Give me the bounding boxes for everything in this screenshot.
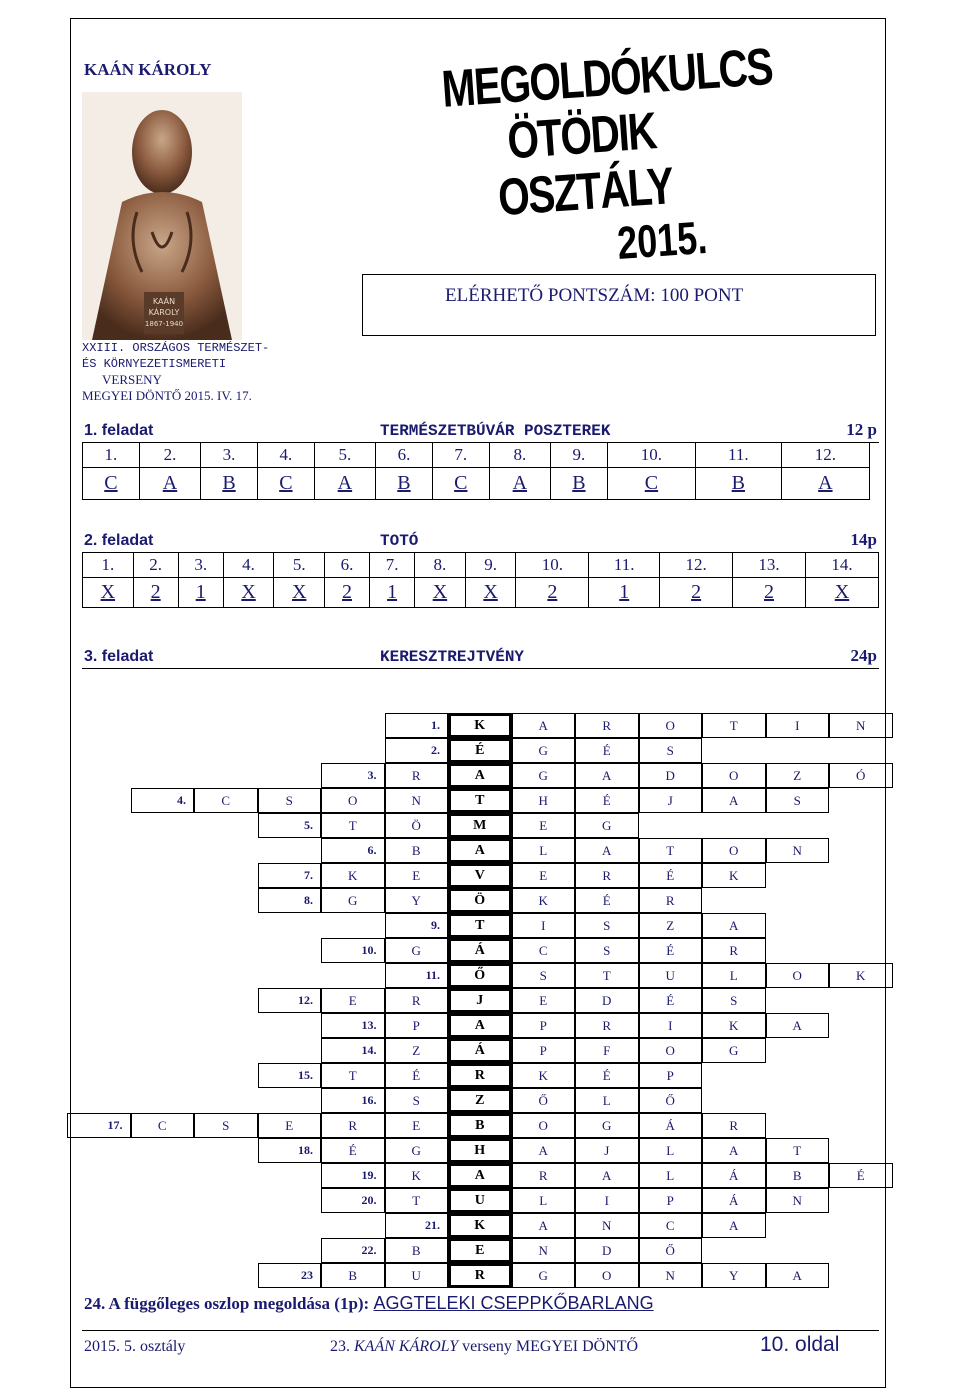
crossword-letter-cell: D bbox=[639, 763, 703, 788]
task2-answer-cell: 2 bbox=[516, 577, 589, 607]
task2-number: 2. feladat bbox=[84, 532, 154, 549]
crossword-number-box bbox=[258, 1263, 322, 1288]
crossword-row-number: 23 bbox=[301, 1268, 313, 1282]
task2-answer-cell: X bbox=[223, 577, 274, 607]
crossword-key-cell: A bbox=[448, 1013, 512, 1038]
crossword-key-cell: É bbox=[448, 738, 512, 763]
crossword-letter-cell: K bbox=[702, 1013, 766, 1038]
crossword-letter-cell: Ö bbox=[385, 813, 449, 838]
crossword-key-cell: M bbox=[448, 813, 512, 838]
crossword-letter-cell: A bbox=[702, 788, 766, 813]
crossword-letter-cell: É bbox=[575, 888, 639, 913]
crossword-letter-cell: G bbox=[512, 763, 576, 788]
crossword-letter-cell: R bbox=[575, 1013, 639, 1038]
crossword-number-box bbox=[321, 938, 385, 963]
crossword-letter-cell: K bbox=[385, 1163, 449, 1188]
crossword-letter-cell: E bbox=[385, 1113, 449, 1138]
task1-answer-cell: A bbox=[489, 467, 550, 499]
title-line-3: 2015. bbox=[615, 210, 709, 270]
competition-line-3: VERSENY bbox=[102, 372, 162, 387]
crossword-key-cell: U bbox=[448, 1188, 512, 1213]
crossword-letter-cell: Y bbox=[385, 888, 449, 913]
crossword-letter-cell: B bbox=[321, 1263, 385, 1288]
crossword-letter-cell: A bbox=[702, 913, 766, 938]
task2-number-cell: 13. bbox=[733, 553, 806, 577]
crossword-key-cell: T bbox=[448, 788, 512, 813]
crossword-row-number: 8. bbox=[304, 893, 313, 907]
crossword-letter-cell: G bbox=[385, 1138, 449, 1163]
task1-number-cell: 1. bbox=[83, 443, 140, 467]
task1-answer-cell: C bbox=[257, 467, 314, 499]
footer-divider bbox=[82, 1330, 879, 1331]
crossword-number-box bbox=[321, 1238, 385, 1263]
crossword-letter-cell: Á bbox=[639, 1113, 703, 1138]
footer-center-suffix: verseny MEGYEI DÖNTŐ bbox=[462, 1338, 639, 1355]
crossword-letter-cell: N bbox=[829, 713, 893, 738]
crossword-letter-cell: O bbox=[766, 963, 830, 988]
crossword-row-number: 18. bbox=[298, 1143, 313, 1157]
footer-left: 2015. 5. osztály bbox=[84, 1338, 186, 1355]
crossword-letter-cell: F bbox=[575, 1038, 639, 1063]
crossword-row-number: 3. bbox=[367, 768, 377, 782]
task1-number-cell: 6. bbox=[376, 443, 433, 467]
task2-number-cell: 4. bbox=[223, 553, 274, 577]
crossword-letter-cell: B bbox=[385, 838, 449, 863]
competition-line-2: ÉS KÖRNYEZETISMERETI bbox=[82, 357, 227, 371]
crossword-letter-cell: R bbox=[575, 863, 639, 888]
crossword-letter-cell: N bbox=[639, 1263, 703, 1288]
task2-answer-cell: 2 bbox=[325, 577, 370, 607]
crossword-letter-cell: E bbox=[512, 863, 576, 888]
task2-answer-cell: X bbox=[83, 577, 134, 607]
crossword-letter-cell: C bbox=[512, 938, 576, 963]
crossword-letter-cell: N bbox=[385, 788, 449, 813]
crossword-letter-cell: R bbox=[702, 1113, 766, 1138]
crossword-letter-cell: G bbox=[512, 738, 576, 763]
crossword-row-number: 19. bbox=[361, 1168, 377, 1182]
crossword-letter-cell: T bbox=[321, 1063, 385, 1088]
task2-number-cell: 6. bbox=[325, 553, 370, 577]
task1-points: 12 p bbox=[846, 420, 877, 439]
crossword-letter-cell: A bbox=[575, 838, 639, 863]
crossword-solution bbox=[84, 1293, 654, 1314]
crossword-letter-cell: K bbox=[702, 863, 766, 888]
crossword-number-box bbox=[385, 963, 449, 988]
crossword-letter-cell: P bbox=[639, 1188, 703, 1213]
crossword-letter-cell: A bbox=[575, 763, 639, 788]
crossword-number-box bbox=[321, 1188, 385, 1213]
crossword-letter-cell: G bbox=[385, 938, 449, 963]
crossword-key-cell: A bbox=[448, 763, 512, 788]
crossword-number-box bbox=[258, 888, 322, 913]
crossword-letter-cell: S bbox=[639, 738, 703, 763]
crossword-key-cell: Ő bbox=[448, 963, 512, 988]
crossword-letter-cell: O bbox=[702, 763, 766, 788]
crossword-letter-cell: P bbox=[512, 1013, 576, 1038]
crossword-letter-cell: O bbox=[639, 713, 703, 738]
crossword-letter-cell: C bbox=[131, 1113, 195, 1138]
task1-answer-cell: A bbox=[314, 467, 375, 499]
task1-number-cell: 5. bbox=[314, 443, 375, 467]
task3-points: 24p bbox=[850, 646, 877, 665]
crossword-letter-cell: Z bbox=[639, 913, 703, 938]
crossword-letter-cell: T bbox=[321, 813, 385, 838]
crossword-letter-cell: K bbox=[512, 1063, 576, 1088]
task2-number-cell: 5. bbox=[274, 553, 325, 577]
crossword-letter-cell: J bbox=[639, 788, 703, 813]
crossword-letter-cell: É bbox=[321, 1138, 385, 1163]
crossword-letter-cell: É bbox=[575, 1063, 639, 1088]
crossword-letter-cell: G bbox=[702, 1038, 766, 1063]
crossword-row-number: 4. bbox=[177, 793, 186, 807]
crossword-letter-cell: S bbox=[575, 913, 639, 938]
page-title bbox=[440, 35, 834, 279]
task2-number-cell: 14. bbox=[805, 553, 878, 577]
task2-number-cell: 7. bbox=[370, 553, 415, 577]
task2-answer-cell: X bbox=[805, 577, 878, 607]
crossword-key-cell: J bbox=[448, 988, 512, 1013]
task1-number-cell: 3. bbox=[201, 443, 258, 467]
crossword-letter-cell: S bbox=[512, 963, 576, 988]
crossword-number-box bbox=[258, 1138, 322, 1163]
crossword-letter-cell: R bbox=[385, 988, 449, 1013]
crossword-letter-cell: É bbox=[639, 938, 703, 963]
crossword-number-box bbox=[67, 1113, 131, 1138]
crossword-letter-cell: S bbox=[258, 788, 322, 813]
crossword-letter-cell: Z bbox=[385, 1038, 449, 1063]
task2-number-cell: 9. bbox=[465, 553, 516, 577]
competition-info bbox=[82, 340, 269, 404]
task2-name: TOTÓ bbox=[380, 532, 419, 550]
crossword-key-cell: Z bbox=[448, 1088, 512, 1113]
crossword-letter-cell: O bbox=[639, 1038, 703, 1063]
crossword-letter-cell: D bbox=[575, 1238, 639, 1263]
crossword-letter-cell: O bbox=[321, 788, 385, 813]
crossword-number-box bbox=[321, 763, 385, 788]
task3-header bbox=[82, 646, 879, 669]
crossword-letter-cell: K bbox=[321, 863, 385, 888]
crossword-row-number: 20. bbox=[361, 1193, 377, 1207]
crossword-letter-cell: T bbox=[702, 713, 766, 738]
crossword-letter-cell: R bbox=[639, 888, 703, 913]
crossword-letter-cell: Ó bbox=[829, 763, 893, 788]
crossword-number-box bbox=[321, 1163, 385, 1188]
crossword-letter-cell: C bbox=[639, 1213, 703, 1238]
crossword-letter-cell: R bbox=[702, 938, 766, 963]
task1-number-cell: 10. bbox=[607, 443, 695, 467]
crossword-letter-cell: É bbox=[639, 988, 703, 1013]
svg-text:KAÁN: KAÁN bbox=[152, 297, 176, 306]
crossword-letter-cell: A bbox=[766, 1263, 830, 1288]
crossword-key-cell: Á bbox=[448, 1038, 512, 1063]
crossword-letter-cell: O bbox=[575, 1263, 639, 1288]
task2-answer-cell: 1 bbox=[178, 577, 223, 607]
crossword-letter-cell: O bbox=[702, 838, 766, 863]
crossword-number-box bbox=[258, 863, 322, 888]
task1-answer-cell: B bbox=[376, 467, 433, 499]
crossword-letter-cell: K bbox=[829, 963, 893, 988]
crossword-letter-cell: Y bbox=[702, 1263, 766, 1288]
crossword-letter-cell: É bbox=[385, 1063, 449, 1088]
crossword-letter-cell: K bbox=[512, 888, 576, 913]
crossword-letter-cell: P bbox=[385, 1013, 449, 1038]
task2-answer-cell: 2 bbox=[733, 577, 806, 607]
crossword-key-cell: H bbox=[448, 1138, 512, 1163]
crossword-number-box bbox=[385, 1213, 449, 1238]
crossword-row-number: 5. bbox=[304, 818, 313, 832]
crossword-row-number: 21. bbox=[425, 1218, 440, 1232]
footer-center-prefix: 23. bbox=[330, 1338, 350, 1355]
crossword-letter-cell: R bbox=[575, 713, 639, 738]
crossword-letter-cell: L bbox=[639, 1138, 703, 1163]
crossword-number-box bbox=[385, 713, 449, 738]
task2-number-cell: 2. bbox=[133, 553, 178, 577]
crossword-row-number: 2. bbox=[431, 743, 440, 757]
crossword-letter-cell: Ő bbox=[639, 1238, 703, 1263]
crossword-letter-cell: S bbox=[766, 788, 830, 813]
crossword-key-cell: R bbox=[448, 1063, 512, 1088]
crossword-letter-cell: L bbox=[575, 1088, 639, 1113]
title-line-2: ÖTÖDIK OSZTÁLY bbox=[496, 102, 675, 228]
task1-number: 1. feladat bbox=[84, 422, 154, 439]
crossword-letter-cell: Á bbox=[702, 1163, 766, 1188]
task1-answer-cell: B bbox=[201, 467, 258, 499]
crossword-number-box bbox=[258, 813, 322, 838]
crossword-letter-cell: A bbox=[575, 1163, 639, 1188]
crossword-letter-cell: I bbox=[512, 913, 576, 938]
crossword-letter-cell: A bbox=[702, 1213, 766, 1238]
svg-text:KÁROLY: KÁROLY bbox=[148, 308, 180, 317]
title-line-1: MEGOLDÓKULCS bbox=[439, 37, 774, 119]
crossword-letter-cell: B bbox=[385, 1238, 449, 1263]
crossword-row-number: 11. bbox=[425, 968, 440, 982]
task2-number-cell: 3. bbox=[178, 553, 223, 577]
crossword-number-box bbox=[131, 788, 195, 813]
competition-line-4: MEGYEI DÖNTŐ 2015. IV. 17. bbox=[82, 388, 252, 403]
task2-answer-cell: X bbox=[274, 577, 325, 607]
task1-number-cell: 8. bbox=[489, 443, 550, 467]
crossword-key-cell: T bbox=[448, 913, 512, 938]
crossword-letter-cell: L bbox=[512, 1188, 576, 1213]
task1-table bbox=[82, 443, 870, 500]
crossword-number-box bbox=[385, 738, 449, 763]
crossword-letter-cell: L bbox=[512, 838, 576, 863]
crossword-key-cell: K bbox=[448, 713, 512, 738]
task1-answer-cell: C bbox=[432, 467, 489, 499]
crossword-letter-cell: A bbox=[512, 713, 576, 738]
crossword-letter-cell: P bbox=[512, 1038, 576, 1063]
crossword-number-box bbox=[321, 1013, 385, 1038]
crossword-letter-cell: B bbox=[766, 1163, 830, 1188]
crossword-letter-cell: T bbox=[575, 963, 639, 988]
task2-points: 14p bbox=[850, 530, 877, 549]
crossword-letter-cell: Ő bbox=[512, 1088, 576, 1113]
task1-number-cell: 2. bbox=[139, 443, 200, 467]
solution-label: 24. A függőleges oszlop megoldása (1p): bbox=[84, 1294, 370, 1313]
crossword-number-box bbox=[385, 913, 449, 938]
crossword-letter-cell: É bbox=[575, 738, 639, 763]
task1-answer-cell: A bbox=[781, 467, 869, 499]
task1-number-cell: 7. bbox=[432, 443, 489, 467]
crossword-letter-cell: E bbox=[385, 863, 449, 888]
score-box bbox=[362, 274, 876, 336]
crossword-letter-cell: R bbox=[512, 1163, 576, 1188]
crossword-letter-cell: R bbox=[321, 1113, 385, 1138]
crossword-row-number: 1. bbox=[431, 718, 440, 732]
crossword-letter-cell: A bbox=[702, 1138, 766, 1163]
footer-right: 10. oldal bbox=[760, 1333, 840, 1356]
crossword-letter-cell: É bbox=[639, 863, 703, 888]
crossword-letter-cell: É bbox=[575, 788, 639, 813]
crossword-letter-cell: P bbox=[639, 1063, 703, 1088]
crossword-letter-cell: S bbox=[575, 938, 639, 963]
solution-answer: AGGTELEKI CSEPPKŐBARLANG bbox=[373, 1293, 654, 1313]
crossword-key-cell: K bbox=[448, 1213, 512, 1238]
task1-number-cell: 12. bbox=[781, 443, 869, 467]
crossword-letter-cell: T bbox=[385, 1188, 449, 1213]
crossword-key-cell: Á bbox=[448, 938, 512, 963]
crossword-row-number: 14. bbox=[361, 1043, 377, 1057]
task3-number: 3. feladat bbox=[84, 648, 154, 665]
task2-header bbox=[82, 530, 879, 553]
crossword-number-box bbox=[258, 988, 322, 1013]
footer-center-name: KAÁN KÁROLY bbox=[354, 1338, 459, 1355]
crossword-number-box bbox=[321, 838, 385, 863]
crossword-key-cell: V bbox=[448, 863, 512, 888]
crossword-row-number: 6. bbox=[367, 843, 377, 857]
task1-number-cell: 11. bbox=[696, 443, 782, 467]
crossword-letter-cell: G bbox=[321, 888, 385, 913]
svg-text:1867-1940: 1867-1940 bbox=[144, 320, 184, 328]
task1-answer-cell: B bbox=[696, 467, 782, 499]
author-name: KAÁN KÁROLY bbox=[84, 60, 212, 79]
crossword-letter-cell: É bbox=[829, 1163, 893, 1188]
crossword-letter-cell: N bbox=[766, 1188, 830, 1213]
crossword-letter-cell: E bbox=[512, 813, 576, 838]
task1-answer-cell: B bbox=[550, 467, 607, 499]
crossword-letter-cell: D bbox=[575, 988, 639, 1013]
crossword-key-cell: R bbox=[448, 1263, 512, 1288]
crossword-letter-cell: A bbox=[512, 1213, 576, 1238]
task1-number-cell: 9. bbox=[550, 443, 607, 467]
crossword-row-number: 10. bbox=[361, 943, 377, 957]
task2-number-cell: 1. bbox=[83, 553, 134, 577]
crossword-key-cell: A bbox=[448, 1163, 512, 1188]
crossword-number-box bbox=[321, 1088, 385, 1113]
task2-answer-cell: 1 bbox=[589, 577, 660, 607]
competition-line-1: XXIII. ORSZÁGOS TERMÉSZET- bbox=[82, 341, 270, 355]
task1-header bbox=[82, 420, 879, 443]
task2-number-cell: 12. bbox=[660, 553, 733, 577]
crossword-letter-cell: U bbox=[385, 1263, 449, 1288]
crossword-letter-cell: Z bbox=[766, 763, 830, 788]
task2-number-cell: 8. bbox=[415, 553, 466, 577]
crossword-letter-cell: E bbox=[512, 988, 576, 1013]
crossword-letter-cell: N bbox=[766, 838, 830, 863]
crossword-letter-cell: G bbox=[512, 1263, 576, 1288]
crossword-key-cell: Ö bbox=[448, 888, 512, 913]
crossword-letter-cell: L bbox=[702, 963, 766, 988]
crossword-row-number: 15. bbox=[298, 1068, 313, 1082]
crossword-key-cell: B bbox=[448, 1113, 512, 1138]
crossword-letter-cell: L bbox=[639, 1163, 703, 1188]
crossword-letter-cell: I bbox=[639, 1013, 703, 1038]
crossword-letter-cell: R bbox=[385, 763, 449, 788]
crossword-letter-cell: J bbox=[575, 1138, 639, 1163]
task2-answer-cell: X bbox=[415, 577, 466, 607]
crossword-letter-cell: I bbox=[766, 713, 830, 738]
crossword-letter-cell: N bbox=[575, 1213, 639, 1238]
task2-number-cell: 10. bbox=[516, 553, 589, 577]
crossword-row-number: 13. bbox=[361, 1018, 377, 1032]
crossword-letter-cell: N bbox=[512, 1238, 576, 1263]
task1-answer-cell: C bbox=[83, 467, 140, 499]
crossword-row-number: 7. bbox=[304, 868, 313, 882]
task1-answer-cell: A bbox=[139, 467, 200, 499]
crossword-letter-cell: G bbox=[575, 1113, 639, 1138]
crossword-letter-cell: A bbox=[766, 1013, 830, 1038]
task2-number-cell: 11. bbox=[589, 553, 660, 577]
task2-answer-cell: 2 bbox=[133, 577, 178, 607]
crossword-row-number: 9. bbox=[431, 918, 440, 932]
crossword-letter-cell: H bbox=[512, 788, 576, 813]
crossword-letter-cell: Á bbox=[702, 1188, 766, 1213]
bust-image bbox=[82, 92, 242, 340]
task2-answer-cell: 1 bbox=[370, 577, 415, 607]
task1-number-cell: 4. bbox=[257, 443, 314, 467]
crossword-letter-cell: S bbox=[702, 988, 766, 1013]
crossword-row-number: 12. bbox=[298, 993, 313, 1007]
crossword-letter-cell: E bbox=[258, 1113, 322, 1138]
crossword-letter-cell: S bbox=[385, 1088, 449, 1113]
task3-name: KERESZTREJTVÉNY bbox=[380, 648, 525, 666]
crossword-key-cell: E bbox=[448, 1238, 512, 1263]
crossword-row-number: 22. bbox=[361, 1243, 377, 1257]
crossword-letter-cell: A bbox=[512, 1138, 576, 1163]
crossword-letter-cell: E bbox=[321, 988, 385, 1013]
crossword-key-cell: A bbox=[448, 838, 512, 863]
task2-table bbox=[82, 553, 879, 608]
crossword-letter-cell: T bbox=[639, 838, 703, 863]
task2-answer-cell: X bbox=[465, 577, 516, 607]
crossword-letter-cell: U bbox=[639, 963, 703, 988]
task2-answer-cell: 2 bbox=[660, 577, 733, 607]
crossword-letter-cell: S bbox=[194, 1113, 258, 1138]
task1-answer-cell: C bbox=[607, 467, 695, 499]
crossword-letter-cell: O bbox=[512, 1113, 576, 1138]
task1-name: TERMÉSZETBÚVÁR POSZTEREK bbox=[380, 422, 611, 440]
score-text: ELÉRHETŐ PONTSZÁM: 100 PONT bbox=[445, 285, 744, 306]
crossword-row-number: 17. bbox=[107, 1118, 123, 1132]
crossword-letter-cell: I bbox=[575, 1188, 639, 1213]
crossword-letter-cell: T bbox=[766, 1138, 830, 1163]
footer-center bbox=[330, 1338, 638, 1356]
crossword-letter-cell: Ő bbox=[639, 1088, 703, 1113]
crossword-row-number: 16. bbox=[361, 1093, 377, 1107]
crossword-number-box bbox=[321, 1038, 385, 1063]
crossword-letter-cell: G bbox=[575, 813, 639, 838]
crossword-letter-cell: C bbox=[194, 788, 258, 813]
crossword-number-box bbox=[258, 1063, 322, 1088]
